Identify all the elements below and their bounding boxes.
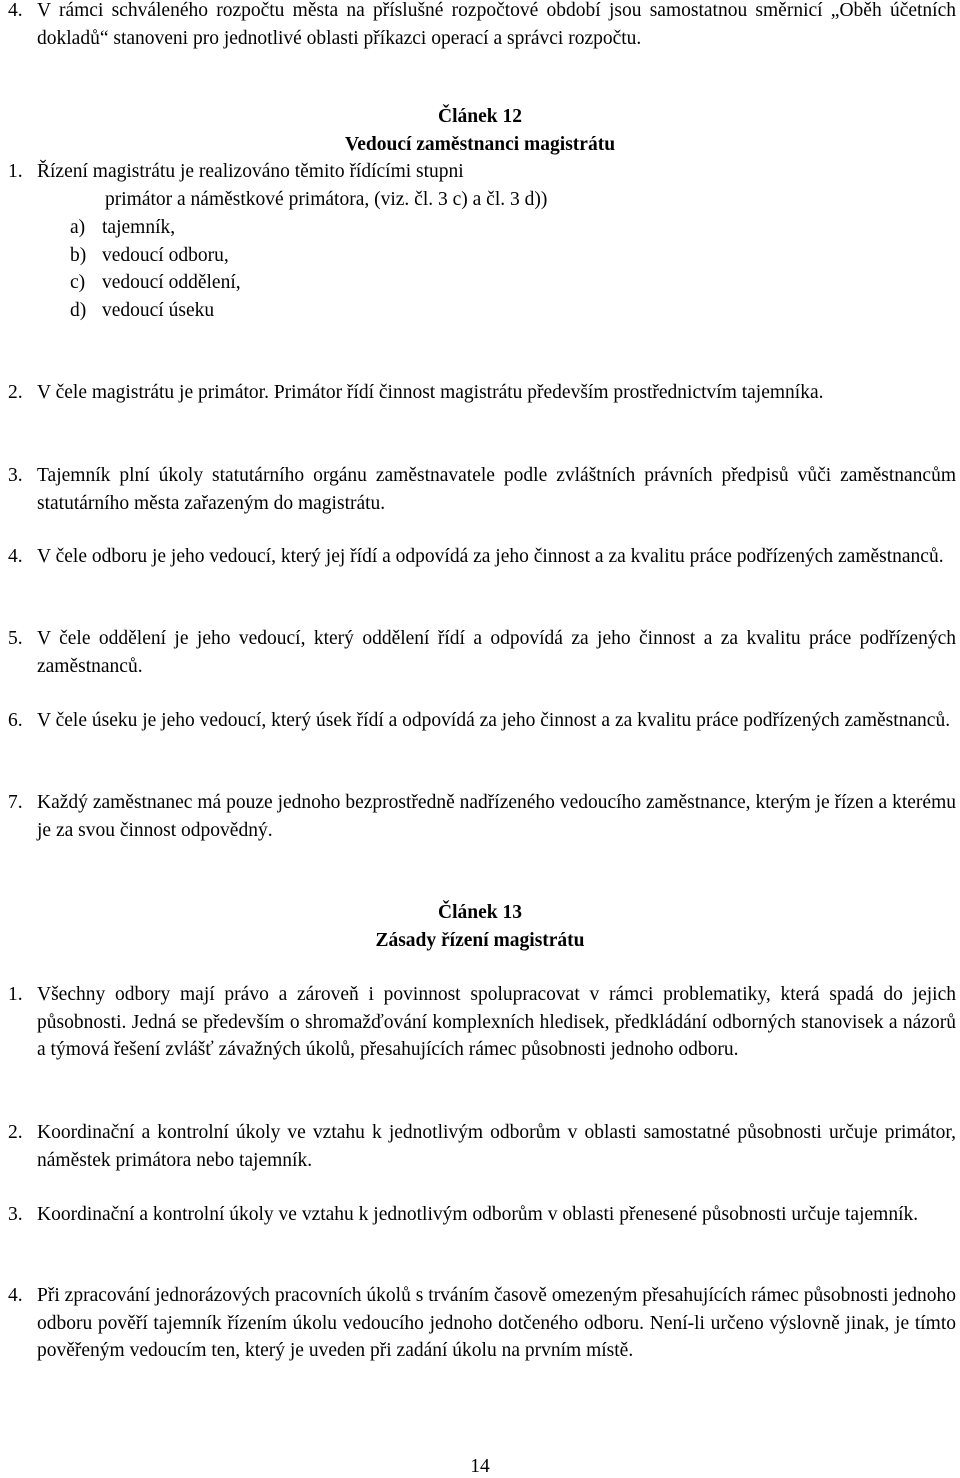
paragraph-text: Tajemník plní úkoly statutárního orgánu zaměstnavatele podle zvláštních právních předpisů vůči zaměstnancům statutárního města zařazeným do magistrátu. bbox=[37, 465, 956, 514]
paragraph-text: Koordinační a kontrolní úkoly ve vztahu k jednotlivým odborům v oblasti přenesené působnosti určuje tajemník. bbox=[37, 1204, 919, 1225]
paragraph-number: 5. bbox=[8, 628, 23, 649]
list-letter: d) bbox=[70, 299, 87, 321]
list-letter: c) bbox=[70, 272, 86, 293]
paragraph-text: V rámci schváleného rozpočtu města na příslušné rozpočtové období jsou samostatnou směrnicí „Oběh účetních dokladů“ stanoveni pro jednotlivé oblasti příkazci operací a správci rozpočtu. bbox=[37, 0, 956, 49]
intro-paragraph bbox=[8, 0, 956, 52]
management-levels-list bbox=[70, 214, 241, 324]
paragraph-text: V čele odboru je jeho vedoucí, který jej řídí a odpovídá za jeho činnost a za kvalitu práce podřízených zaměstnanců. bbox=[37, 546, 944, 567]
paragraph-number: 4. bbox=[8, 0, 23, 21]
paragraph-text: V čele úseku je jeho vedoucí, který úsek řídí a odpovídá za jeho činnost a za kvalitu práce podřízených zaměstnanců. bbox=[37, 710, 951, 731]
article-13-item-1 bbox=[8, 981, 956, 1064]
list-item bbox=[70, 214, 241, 242]
article-13-item-2 bbox=[8, 1119, 956, 1174]
paragraph-number: 3. bbox=[8, 465, 23, 486]
article-12-title: Článek 12 bbox=[438, 106, 522, 127]
paragraph-number: 1. bbox=[8, 984, 23, 1005]
paragraph-number: 6. bbox=[8, 710, 23, 731]
article-12-item-1-line2: primátor a náměstkové primátora, (viz. čl. 3 c) a čl. 3 d)) bbox=[105, 189, 548, 210]
article-12-subtitle: Vedoucí zaměstnanci magistrátu bbox=[344, 134, 616, 155]
article-13-item-3 bbox=[8, 1201, 956, 1229]
paragraph-number: 3. bbox=[8, 1204, 23, 1225]
paragraph-text: V čele oddělení je jeho vedoucí, který oddělení řídí a odpovídá za jeho činnost a za kvalitu práce podřízených zaměstnanců. bbox=[37, 628, 956, 677]
paragraph-text: Koordinační a kontrolní úkoly ve vztahu k jednotlivým odborům v oblasti samostatné působnosti určuje primátor, náměstek primátora nebo tajemník. bbox=[37, 1122, 956, 1171]
list-item bbox=[70, 297, 241, 325]
article-12-item-1-line1: Řízení magistrátu je realizováno těmito řídícími stupni bbox=[37, 161, 464, 182]
list-text: vedoucí odboru, bbox=[102, 244, 229, 266]
paragraph-text: Každý zaměstnanec má pouze jednoho bezprostředně nadřízeného vedoucího zaměstnance, kterým je řízen a kterému je za svou činnost odpovědný. bbox=[37, 792, 956, 841]
article-13-subtitle: Zásady řízení magistrátu bbox=[375, 930, 585, 951]
article-12-item-6 bbox=[8, 707, 956, 735]
list-letter: a) bbox=[70, 217, 86, 238]
article-12-item-7 bbox=[8, 789, 956, 844]
article-12-item-3 bbox=[8, 462, 956, 517]
article-12-item-1-number: 1. bbox=[8, 161, 23, 182]
paragraph-number: 4. bbox=[8, 1285, 23, 1306]
article-12-item-5 bbox=[8, 625, 956, 680]
article-12-item-4 bbox=[8, 543, 956, 571]
list-text: vedoucí úseku bbox=[102, 299, 215, 321]
paragraph-number: 2. bbox=[8, 382, 23, 403]
list-text: vedoucí oddělení, bbox=[102, 272, 241, 293]
article-13-title: Článek 13 bbox=[438, 902, 522, 923]
paragraph-number: 2. bbox=[8, 1122, 23, 1143]
list-letter: b) bbox=[70, 244, 87, 266]
list-item bbox=[70, 242, 241, 270]
article-13-item-4 bbox=[8, 1282, 956, 1365]
paragraph-text: V čele magistrátu je primátor. Primátor řídí činnost magistrátu především prostřednictvím tajemníka. bbox=[37, 382, 824, 403]
paragraph-number: 4. bbox=[8, 546, 23, 567]
article-12-item-2 bbox=[8, 379, 956, 407]
page-number: 14 bbox=[470, 1456, 490, 1477]
paragraph-number: 7. bbox=[8, 792, 23, 813]
list-text: tajemník, bbox=[102, 217, 176, 238]
paragraph-text: Všechny odbory mají právo a zároveň i povinnost spolupracovat v rámci problematiky, která spadá do jejich působnosti. Jedná se především o shromažďování komplexních hledisek, předkládání odborných stanovisek a názorů a týmová řešení zvlášť závažných úkolů, přesahujících rámec působnosti jednoho odboru. bbox=[37, 984, 956, 1060]
paragraph-text: Při zpracování jednorázových pracovních úkolů s trváním časově omezeným přesahujících rámec působnosti jednoho odboru pověří tajemník řízením úkolu vedoucího jednoho dotčeného odboru. Není-li určeno výslovně jinak, je tímto pověřeným vedoucím ten, který je uveden při zadání úkolu na prvním místě. bbox=[37, 1285, 956, 1361]
list-item bbox=[70, 269, 241, 297]
